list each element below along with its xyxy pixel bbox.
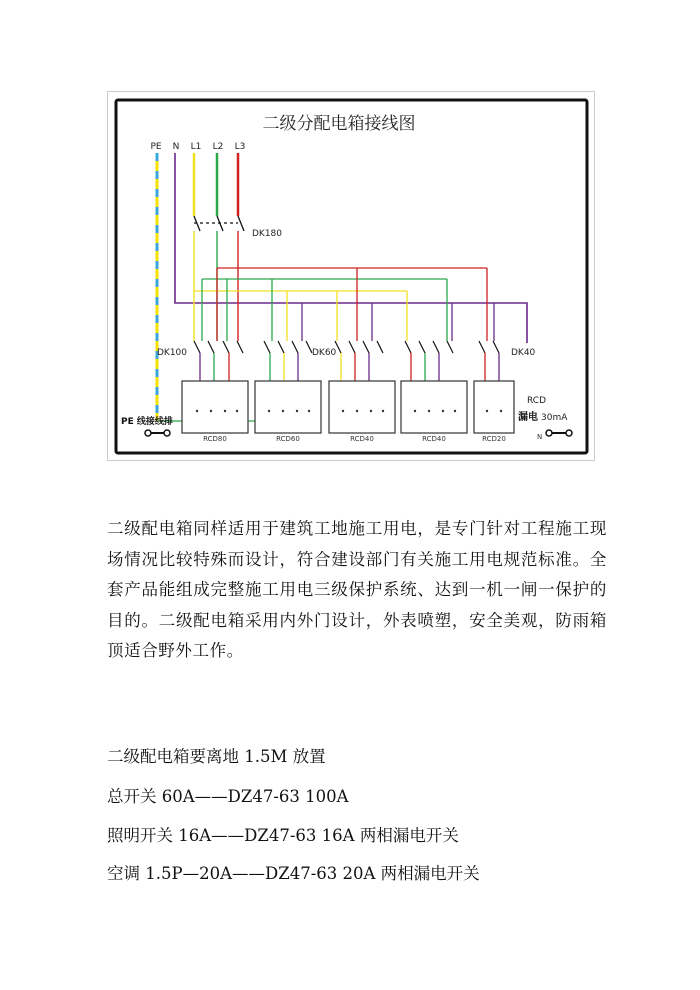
spec-line-4: 空调 1.5P—20A——DZ47-63 20A 两相漏电开关 — [107, 864, 480, 883]
branch-breaker-label-3: DK40 — [511, 348, 536, 358]
rcd-label-4: RCD40 — [422, 435, 446, 443]
wiring-diagram — [107, 91, 595, 461]
diagram-title: 二级分配电箱接线图 — [262, 114, 416, 134]
label-l2: L2 — [212, 142, 224, 152]
spec-line-2: 总开关 60A——DZ47-63 100A — [107, 787, 349, 806]
branch-breaker-label-2: DK60 — [312, 348, 337, 358]
label-l3: L3 — [234, 142, 246, 152]
description-paragraph: 二级配电箱同样适用于建筑工地施工用电，是专门针对工程施工现场情况比较特殊而设计，符合建设部门有关施工用电规范标准。全套产品能组成完整施工用电三级保护系统、达到一机一闸一保护的目的。二级配电箱采用内外门设计，外表喷塑，安全美观，防雨箱顶适合野外工作。 — [107, 519, 607, 660]
branch-breaker-label-1: DK100 — [157, 348, 188, 358]
label-n: N — [172, 142, 180, 152]
pe-bar-label: PE 线接线排 — [121, 417, 173, 427]
label-pe: PE — [150, 142, 162, 152]
main-breaker-label: DK180 — [252, 229, 283, 239]
n-terminal-label: N — [537, 433, 543, 441]
label-l1: L1 — [190, 142, 202, 152]
rcd-label-1: RCD80 — [203, 435, 227, 443]
spec-line-1: 二级配电箱要离地 1.5M 放置 — [107, 747, 326, 766]
spec-line-3: 照明开关 16A——DZ47-63 16A 两相漏电开关 — [107, 826, 459, 845]
rcd-label-3: RCD40 — [350, 435, 374, 443]
rcd-note: RCD — [527, 396, 547, 406]
leak-label: 漏电 — [518, 412, 538, 423]
leak-value: 30mA — [541, 413, 568, 423]
rcd-label-5: RCD20 — [482, 435, 506, 443]
rcd-label-2: RCD60 — [276, 435, 300, 443]
rcd-boxes — [182, 381, 514, 433]
